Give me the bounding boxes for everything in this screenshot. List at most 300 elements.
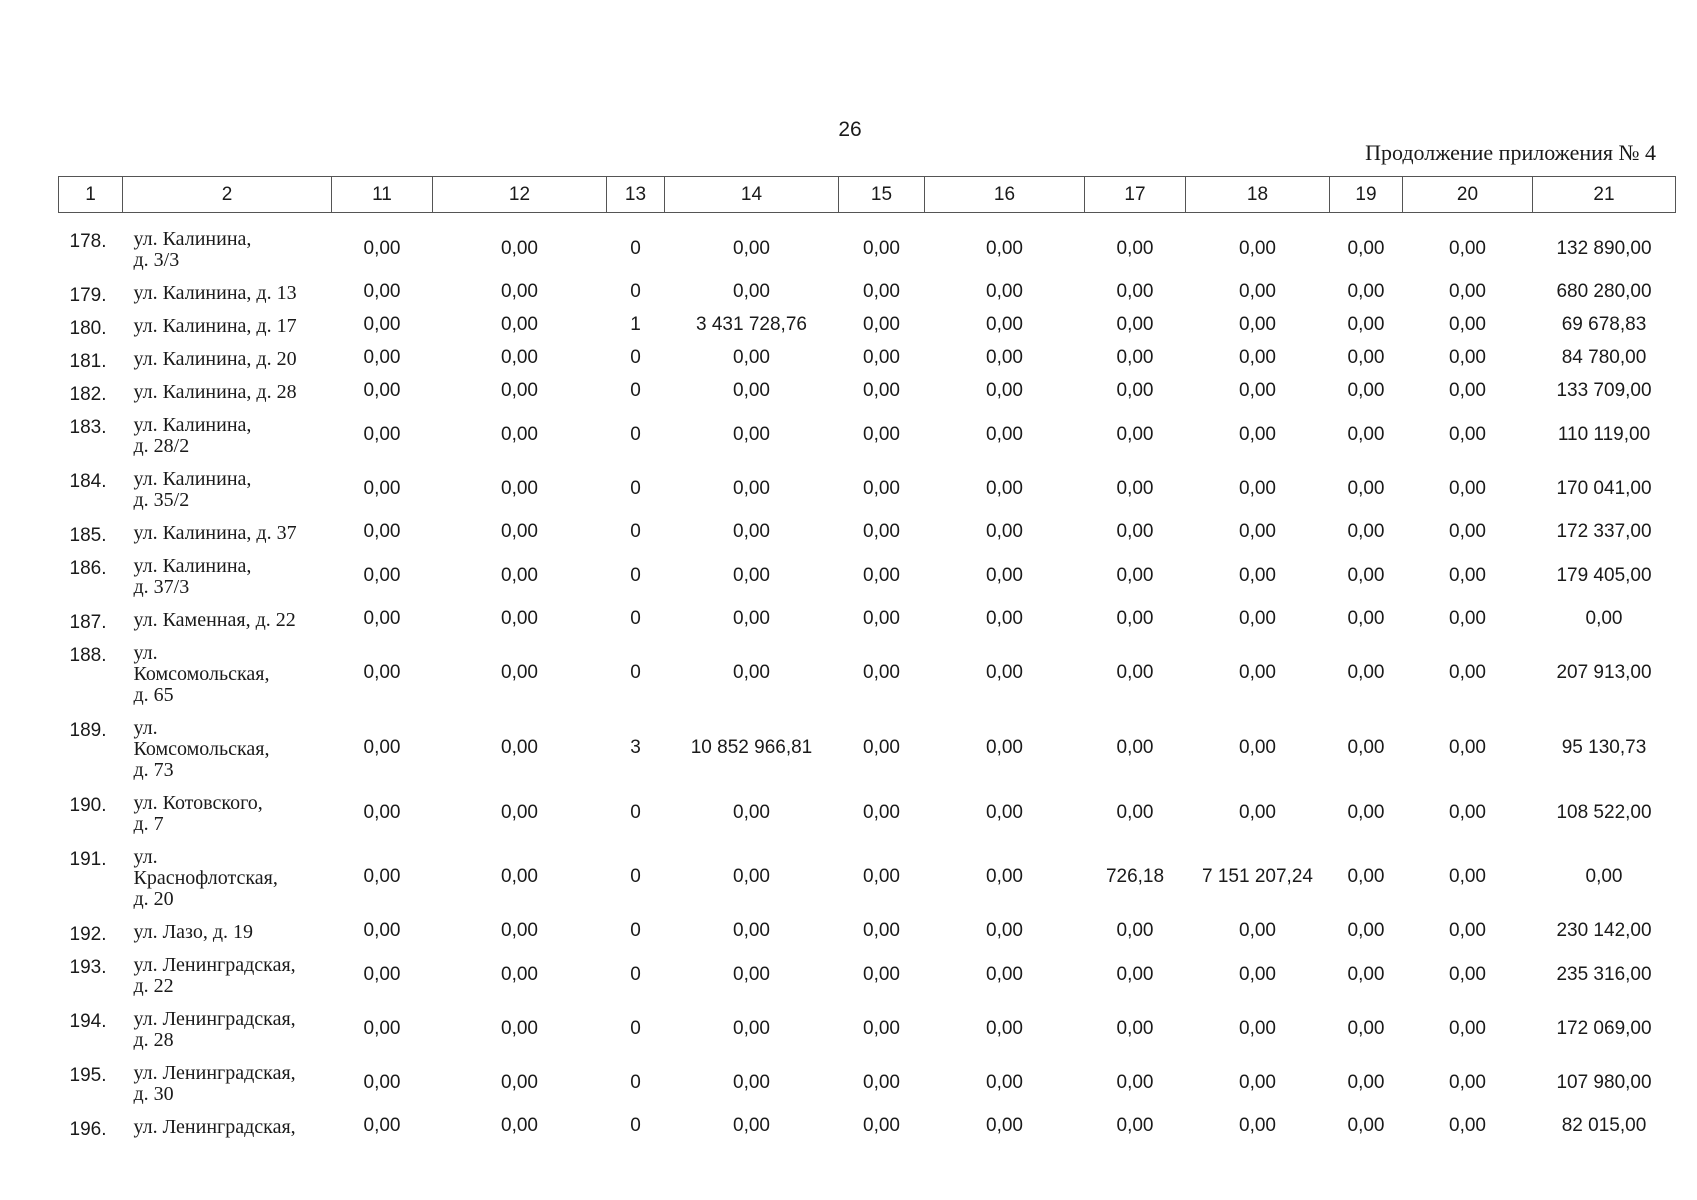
address-cell [123,213,332,276]
value-cell-col-18: 0,00 [1239,314,1276,335]
value-cell-col-14: 0,00 [733,521,770,542]
value-cell-col-16: 0,00 [986,1071,1023,1093]
value-cell-col-19: 0,00 [1347,423,1385,445]
value-cell-col-15: 0,00 [863,314,900,335]
value-cell-col-12: 0,00 [501,737,538,758]
row-number: 189. [69,720,107,741]
value-cell-col-14: 0,00 [733,237,770,259]
value-cell-col-17: 0,00 [1116,801,1154,823]
row-number: 186. [69,558,107,579]
value-cell-col-19: 0,00 [1347,801,1385,823]
address-line: ул. [133,642,158,664]
value-cell-col-17: 0,00 [1116,608,1154,629]
value-cell-col-20: 0,00 [1449,314,1486,335]
value-cell-col-17: 0,00 [1116,380,1154,401]
value-cell-col-20: 0,00 [1449,662,1486,683]
value-cell-col-13: 3 [630,737,641,758]
value-cell-col-11: 0,00 [363,801,401,823]
value-cell-col-17: 0,00 [1116,737,1154,758]
value-cell-col-13: 0 [630,1115,641,1136]
value-cell-col-11: 0,00 [363,1071,401,1093]
value-cell-col-12: 0,00 [501,477,538,499]
address-line: д. 28 [133,1029,174,1051]
value-cell-col-14: 0,00 [733,1017,770,1039]
address-cell [123,602,332,635]
value-cell-col-13: 0 [630,1017,641,1039]
value-cell-col-15: 0,00 [863,237,900,259]
value-cell-col-14: 0,00 [733,866,770,887]
value-cell-col-16: 0,00 [986,423,1023,445]
value-cell-col-20: 0,00 [1449,380,1486,401]
table-row [59,341,1676,374]
address-cell [123,1109,332,1142]
value-cell-col-16: 0,00 [986,662,1023,683]
value-cell-col-12: 0,00 [501,521,538,542]
row-number: 180. [69,318,107,339]
address-cell [123,407,332,461]
value-cell-col-21: 0,00 [1585,866,1623,887]
value-cell-col-20: 0,00 [1449,801,1486,823]
value-cell-col-13: 0 [630,564,641,586]
table-row [59,515,1676,548]
value-cell-col-16: 0,00 [986,801,1023,823]
value-cell-col-14: 0,00 [733,477,770,499]
address-line: д. 20 [133,888,174,910]
value-cell-col-17: 0,00 [1116,521,1154,542]
value-cell-col-13: 0 [630,281,641,302]
value-cell-col-19: 0,00 [1347,1115,1385,1136]
value-cell-col-19: 0,00 [1347,866,1385,887]
value-cell-col-21: 82 015,00 [1561,1115,1647,1136]
column-header: 15 [839,177,925,213]
address-cell [123,839,332,914]
value-cell-col-12: 0,00 [501,564,538,586]
value-cell-col-15: 0,00 [863,281,900,302]
value-cell-col-17: 0,00 [1116,477,1154,499]
value-cell-col-21: 207 913,00 [1556,662,1652,683]
row-number: 178. [69,231,107,252]
address-line: Краснофлотская, [133,867,278,889]
value-cell-col-15: 0,00 [863,380,900,401]
value-cell-col-13: 0 [630,521,641,542]
value-cell-col-15: 0,00 [863,662,900,683]
value-cell-col-21: 230 142,00 [1556,920,1652,941]
value-cell-col-16: 0,00 [986,963,1023,985]
address-cell [123,308,332,341]
table-row [59,1109,1676,1142]
value-cell-col-14: 0,00 [733,801,770,823]
row-number: 192. [69,924,107,945]
value-cell-col-11: 0,00 [363,1017,401,1039]
value-cell-col-17: 0,00 [1116,423,1154,445]
value-cell-col-21: 132 890,00 [1556,237,1652,259]
address-cell [123,947,332,1001]
value-cell-col-19: 0,00 [1347,920,1385,941]
address-cell [123,914,332,947]
value-cell-col-17: 0,00 [1116,662,1154,683]
value-cell-col-18: 0,00 [1239,920,1276,941]
value-cell-col-20: 0,00 [1449,237,1486,259]
address-line: ул. Ленинградская, [133,954,296,976]
value-cell-col-20: 0,00 [1449,521,1486,542]
address-cell [123,374,332,407]
table-row [59,407,1676,461]
table-row [59,839,1676,914]
address-cell [123,341,332,374]
header-row [59,177,1676,213]
address-line: ул. Каменная, д. 22 [133,609,296,631]
value-cell-col-15: 0,00 [863,477,900,499]
address-line: ул. Ленинградская, [133,1116,296,1138]
value-cell-col-16: 0,00 [986,521,1023,542]
value-cell-col-21: 172 069,00 [1556,1017,1652,1039]
value-cell-col-21: 69 678,83 [1561,314,1647,335]
value-cell-col-17: 726,18 [1105,866,1165,887]
value-cell-col-18: 0,00 [1239,1071,1276,1093]
value-cell-col-15: 0,00 [863,521,900,542]
value-cell-col-19: 0,00 [1347,662,1385,683]
page-number: 26 [838,118,862,141]
column-header: 16 [925,177,1085,213]
value-cell-col-11: 0,00 [363,564,401,586]
row-number: 181. [69,351,107,372]
value-cell-col-11: 0,00 [363,1115,401,1136]
row-number: 187. [69,612,107,633]
address-line: д. 3/3 [133,249,180,271]
address-line: ул. [133,717,158,739]
table-row [59,213,1676,276]
value-cell-col-12: 0,00 [501,920,538,941]
address-line: ул. Ленинградская, [133,1008,296,1030]
row-number: 182. [69,384,107,405]
value-cell-col-19: 0,00 [1347,1017,1385,1039]
value-cell-col-17: 0,00 [1116,237,1154,259]
value-cell-col-16: 0,00 [986,477,1023,499]
value-cell-col-18: 0,00 [1239,662,1276,683]
table-row [59,947,1676,1001]
value-cell-col-11: 0,00 [363,423,401,445]
address-line: ул. Калинина, д. 20 [133,348,297,370]
value-cell-col-14: 0,00 [733,423,770,445]
address-line: ул. Калинина, [133,228,252,250]
value-cell-col-14: 0,00 [733,380,770,401]
column-header: 1 [59,177,123,213]
value-cell-col-20: 0,00 [1449,1017,1486,1039]
value-cell-col-20: 0,00 [1449,1071,1486,1093]
column-header: 13 [607,177,665,213]
address-cell [123,635,332,710]
address-line: ул. Лазо, д. 19 [133,921,254,943]
address-line: д. 35/2 [133,489,190,511]
value-cell-col-20: 0,00 [1449,608,1486,629]
value-cell-col-19: 0,00 [1347,963,1385,985]
address-line: ул. Калинина, [133,414,252,436]
table-row [59,461,1676,515]
address-line: Комсомольская, [133,738,270,760]
value-cell-col-18: 0,00 [1239,564,1276,586]
column-header: 19 [1330,177,1403,213]
value-cell-col-16: 0,00 [986,380,1023,401]
value-cell-col-16: 0,00 [986,1115,1023,1136]
value-cell-col-12: 0,00 [501,237,538,259]
value-cell-col-16: 0,00 [986,737,1023,758]
address-cell [123,1001,332,1055]
value-cell-col-20: 0,00 [1449,347,1486,368]
row-number: 193. [69,957,107,978]
value-cell-col-12: 0,00 [501,662,538,683]
table-row [59,635,1676,710]
column-header: 14 [665,177,839,213]
value-cell-col-14: 3 431 728,76 [696,314,807,335]
value-cell-col-12: 0,00 [501,1017,538,1039]
value-cell-col-18: 0,00 [1239,521,1276,542]
value-cell-col-11: 0,00 [363,920,401,941]
value-cell-col-12: 0,00 [501,608,538,629]
value-cell-col-16: 0,00 [986,564,1023,586]
column-header: 18 [1186,177,1330,213]
value-cell-col-15: 0,00 [863,920,900,941]
address-line: д. 73 [133,759,174,781]
address-line: ул. Котовского, [133,792,263,814]
address-cell [123,710,332,785]
value-cell-col-11: 0,00 [363,963,401,985]
value-cell-col-13: 0 [630,963,641,985]
value-cell-col-11: 0,00 [363,866,401,887]
value-cell-col-11: 0,00 [363,662,401,683]
row-number: 194. [69,1011,107,1032]
address-line: ул. Калинина, д. 28 [133,381,297,403]
address-line: д. 65 [133,684,174,706]
value-cell-col-20: 0,00 [1449,737,1486,758]
value-cell-col-13: 0 [630,662,641,683]
row-number: 196. [69,1119,107,1140]
value-cell-col-12: 0,00 [501,380,538,401]
table-row [59,1001,1676,1055]
column-header: 17 [1085,177,1186,213]
value-cell-col-17: 0,00 [1116,963,1154,985]
value-cell-col-12: 0,00 [501,1115,538,1136]
value-cell-col-18: 0,00 [1239,380,1276,401]
value-cell-col-19: 0,00 [1347,380,1385,401]
value-cell-col-12: 0,00 [501,281,538,302]
value-cell-col-21: 107 980,00 [1556,1071,1652,1093]
column-header: 21 [1533,177,1676,213]
value-cell-col-12: 0,00 [501,314,538,335]
value-cell-col-21: 172 337,00 [1556,521,1652,542]
value-cell-col-18: 0,00 [1239,1017,1276,1039]
address-line: д. 22 [133,975,174,997]
value-cell-col-16: 0,00 [986,314,1023,335]
address-cell [123,1055,332,1109]
value-cell-col-17: 0,00 [1116,314,1154,335]
value-cell-col-15: 0,00 [863,423,900,445]
value-cell-col-13: 0 [630,380,641,401]
value-cell-col-20: 0,00 [1449,963,1486,985]
value-cell-col-14: 0,00 [733,281,770,302]
value-cell-col-13: 0 [630,1071,641,1093]
value-cell-col-18: 0,00 [1239,477,1276,499]
value-cell-col-13: 0 [630,347,641,368]
table-row [59,914,1676,947]
value-cell-col-11: 0,00 [363,608,401,629]
value-cell-col-20: 0,00 [1449,281,1486,302]
column-header: 12 [433,177,607,213]
address-line: д. 7 [133,813,164,835]
row-number: 179. [69,285,107,306]
table-row [59,710,1676,785]
value-cell-col-17: 0,00 [1116,1017,1154,1039]
value-cell-col-12: 0,00 [501,347,538,368]
value-cell-col-12: 0,00 [501,866,538,887]
value-cell-col-11: 0,00 [363,237,401,259]
value-cell-col-18: 0,00 [1239,737,1276,758]
value-cell-col-15: 0,00 [863,866,900,887]
value-cell-col-17: 0,00 [1116,347,1154,368]
value-cell-col-21: 0,00 [1585,608,1623,629]
row-number: 184. [69,471,107,492]
value-cell-col-13: 0 [630,608,641,629]
value-cell-col-19: 0,00 [1347,1071,1385,1093]
value-cell-col-21: 133 709,00 [1556,380,1652,401]
value-cell-col-13: 1 [630,314,641,335]
table-row [59,308,1676,341]
value-cell-col-12: 0,00 [501,963,538,985]
address-line: ул. Калинина, д. 13 [133,282,297,304]
value-cell-col-19: 0,00 [1347,564,1385,586]
row-number: 190. [69,795,107,816]
value-cell-col-13: 0 [630,477,641,499]
value-cell-col-20: 0,00 [1449,423,1486,445]
value-cell-col-14: 0,00 [733,920,770,941]
table-row [59,785,1676,839]
table-row [59,548,1676,602]
address-line: ул. Калинина, [133,468,252,490]
row-number: 185. [69,525,107,546]
value-cell-col-16: 0,00 [986,608,1023,629]
value-cell-col-20: 0,00 [1449,477,1486,499]
value-cell-col-21: 235 316,00 [1556,963,1652,985]
value-cell-col-12: 0,00 [501,423,538,445]
value-cell-col-13: 0 [630,801,641,823]
address-line: ул. Калинина, д. 17 [133,315,297,337]
value-cell-col-14: 10 852 966,81 [690,737,813,758]
address-line: ул. Ленинградская, [133,1062,296,1084]
value-cell-col-18: 0,00 [1239,237,1276,259]
row-number: 191. [69,849,107,870]
value-cell-col-19: 0,00 [1347,521,1385,542]
value-cell-col-14: 0,00 [733,564,770,586]
value-cell-col-19: 0,00 [1347,237,1385,259]
value-cell-col-19: 0,00 [1347,477,1385,499]
address-cell [123,785,332,839]
value-cell-col-11: 0,00 [363,521,401,542]
value-cell-col-21: 680 280,00 [1556,281,1652,302]
table-row [59,602,1676,635]
value-cell-col-21: 84 780,00 [1561,347,1647,368]
value-cell-col-21: 110 119,00 [1557,423,1651,445]
value-cell-col-19: 0,00 [1347,281,1385,302]
continuation-caption: Продолжение приложения № 4 [1365,140,1656,165]
value-cell-col-21: 170 041,00 [1556,477,1652,499]
address-line: ул. Калинина, [133,555,252,577]
value-cell-col-15: 0,00 [863,1071,900,1093]
value-cell-col-15: 0,00 [863,801,900,823]
value-cell-col-19: 0,00 [1347,347,1385,368]
value-cell-col-18: 0,00 [1239,423,1276,445]
value-cell-col-11: 0,00 [363,477,401,499]
address-cell [123,275,332,308]
address-line: ул. [133,846,158,868]
value-cell-col-14: 0,00 [733,1071,770,1093]
value-cell-col-20: 0,00 [1449,1115,1486,1136]
value-cell-col-17: 0,00 [1116,564,1154,586]
value-cell-col-19: 0,00 [1347,608,1385,629]
value-cell-col-18: 0,00 [1239,347,1276,368]
value-cell-col-13: 0 [630,237,641,259]
address-line: Комсомольская, [133,663,270,685]
value-cell-col-15: 0,00 [863,1115,900,1136]
value-cell-col-15: 0,00 [863,1017,900,1039]
value-cell-col-13: 0 [630,866,641,887]
value-cell-col-16: 0,00 [986,347,1023,368]
value-cell-col-19: 0,00 [1347,314,1385,335]
value-cell-col-18: 0,00 [1239,801,1276,823]
value-cell-col-13: 0 [630,920,641,941]
value-cell-col-14: 0,00 [733,963,770,985]
value-cell-col-11: 0,00 [363,737,401,758]
column-header: 20 [1403,177,1533,213]
value-cell-col-16: 0,00 [986,237,1023,259]
value-cell-col-15: 0,00 [863,963,900,985]
value-cell-col-19: 0,00 [1347,737,1385,758]
table-row [59,374,1676,407]
value-cell-col-20: 0,00 [1449,866,1486,887]
column-header: 2 [123,177,332,213]
value-cell-col-17: 0,00 [1116,920,1154,941]
address-line: д. 30 [133,1083,174,1105]
row-number: 188. [69,645,107,666]
value-cell-col-18: 0,00 [1239,963,1276,985]
table-row [59,275,1676,308]
value-cell-col-14: 0,00 [733,608,770,629]
address-line: д. 37/3 [133,576,190,598]
value-cell-col-15: 0,00 [863,564,900,586]
value-cell-col-18: 0,00 [1239,1115,1276,1136]
value-cell-col-15: 0,00 [863,737,900,758]
address-cell [123,461,332,515]
address-line: ул. Калинина, д. 37 [133,522,297,544]
address-line: д. 28/2 [133,435,190,457]
value-cell-col-20: 0,00 [1449,564,1486,586]
value-cell-col-17: 0,00 [1116,1115,1154,1136]
value-cell-col-14: 0,00 [733,347,770,368]
address-cell [123,515,332,548]
table-body [59,213,1676,1143]
value-cell-col-11: 0,00 [363,281,401,302]
value-cell-col-20: 0,00 [1449,920,1486,941]
value-cell-col-11: 0,00 [363,347,401,368]
value-cell-col-21: 95 130,73 [1561,737,1647,758]
address-cell [123,548,332,602]
value-cell-col-21: 179 405,00 [1556,564,1652,586]
value-cell-col-12: 0,00 [501,801,538,823]
data-table [58,176,1676,1142]
value-cell-col-16: 0,00 [986,1017,1023,1039]
value-cell-col-18: 0,00 [1239,281,1276,302]
value-cell-col-18: 7 151 207,24 [1202,866,1313,887]
value-cell-col-16: 0,00 [986,866,1023,887]
value-cell-col-15: 0,00 [863,347,900,368]
